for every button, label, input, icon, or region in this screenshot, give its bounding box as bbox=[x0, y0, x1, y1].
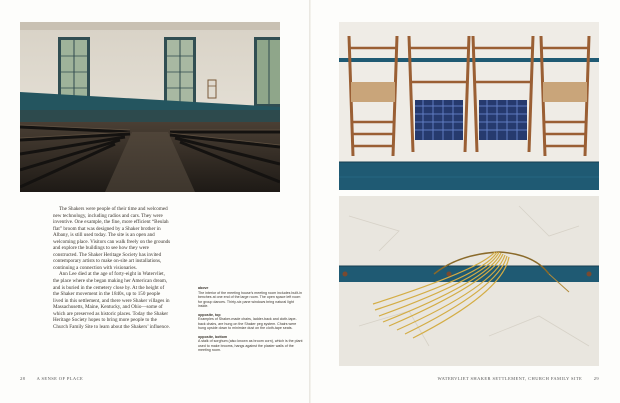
caption-heading: opposite, bottom bbox=[198, 334, 228, 339]
running-head-left: A SENSE OF PLACE bbox=[36, 376, 84, 381]
photo-captions bbox=[198, 286, 304, 357]
caption-opposite-top bbox=[198, 313, 304, 331]
caption-opposite-bottom bbox=[198, 335, 304, 353]
hanging-chairs-photo bbox=[339, 22, 599, 190]
folio-right bbox=[437, 376, 599, 381]
caption-text: Examples of Shaker-made chairs, ladder-back and cloth-tape-back chairs, are hung on the Shaker peg system. Chairs were hung upside down to minimize dust on the cloth-tape seats. bbox=[198, 317, 297, 330]
body-paragraph: The Shakers were people of their time and welcomed new technology, including radios and cars. They were inventive. One example, the fine, more efficient “Beulah flat” broom that was designed by a Shaker brother in Albany, is still used today. The site is an open and welcoming place. Visitors can walk freely on the grounds and explore the buildings to see how they were constructed. The Shaker Heritage Society has invited contemporary artists to make on-site art installations, continuing a connection with visionaries. bbox=[53, 206, 171, 271]
folio-left bbox=[20, 376, 83, 381]
body-paragraph: Ann Lee died at the age of forty-eight in Watervliet, the place where she began making her American dream, and is buried in the cemetery close by. At the height of the Shaker movement in the 1840s, up to 150 people lived in this settlement, and there were Shaker villages in Massachusetts, Maine, Kentucky, and Ohio—some of which are preserved as historic places. Today the Shaker Heritage Society hopes to bring more people to the Church Family Site to learn about the Shakers’ influence. bbox=[53, 271, 170, 330]
broom-corn-photo bbox=[339, 196, 599, 366]
caption-text: The interior of the meeting house’s meeting room includes built-in benches at one end of the large room. The open space left room for group dances. Thirty-six pane windows bring natural light inside. bbox=[198, 290, 303, 308]
meeting-room-photo bbox=[20, 22, 280, 192]
page-number-left: 28 bbox=[20, 376, 26, 381]
page-number-right: 29 bbox=[593, 376, 599, 381]
caption-text: A stalk of sorghum (also known as broom corn), which is the plant used to make brooms, hangs against the plaster walls of the meeting room. bbox=[198, 339, 303, 352]
caption-heading: above bbox=[198, 286, 209, 290]
body-text-column bbox=[53, 206, 171, 330]
caption-heading: opposite, top bbox=[198, 312, 221, 317]
page-gutter bbox=[309, 0, 311, 403]
caption-above bbox=[198, 286, 304, 309]
running-head-right: WATERVLIET SHAKER SETTLEMENT, CHURCH FAMILY SITE bbox=[437, 376, 583, 381]
